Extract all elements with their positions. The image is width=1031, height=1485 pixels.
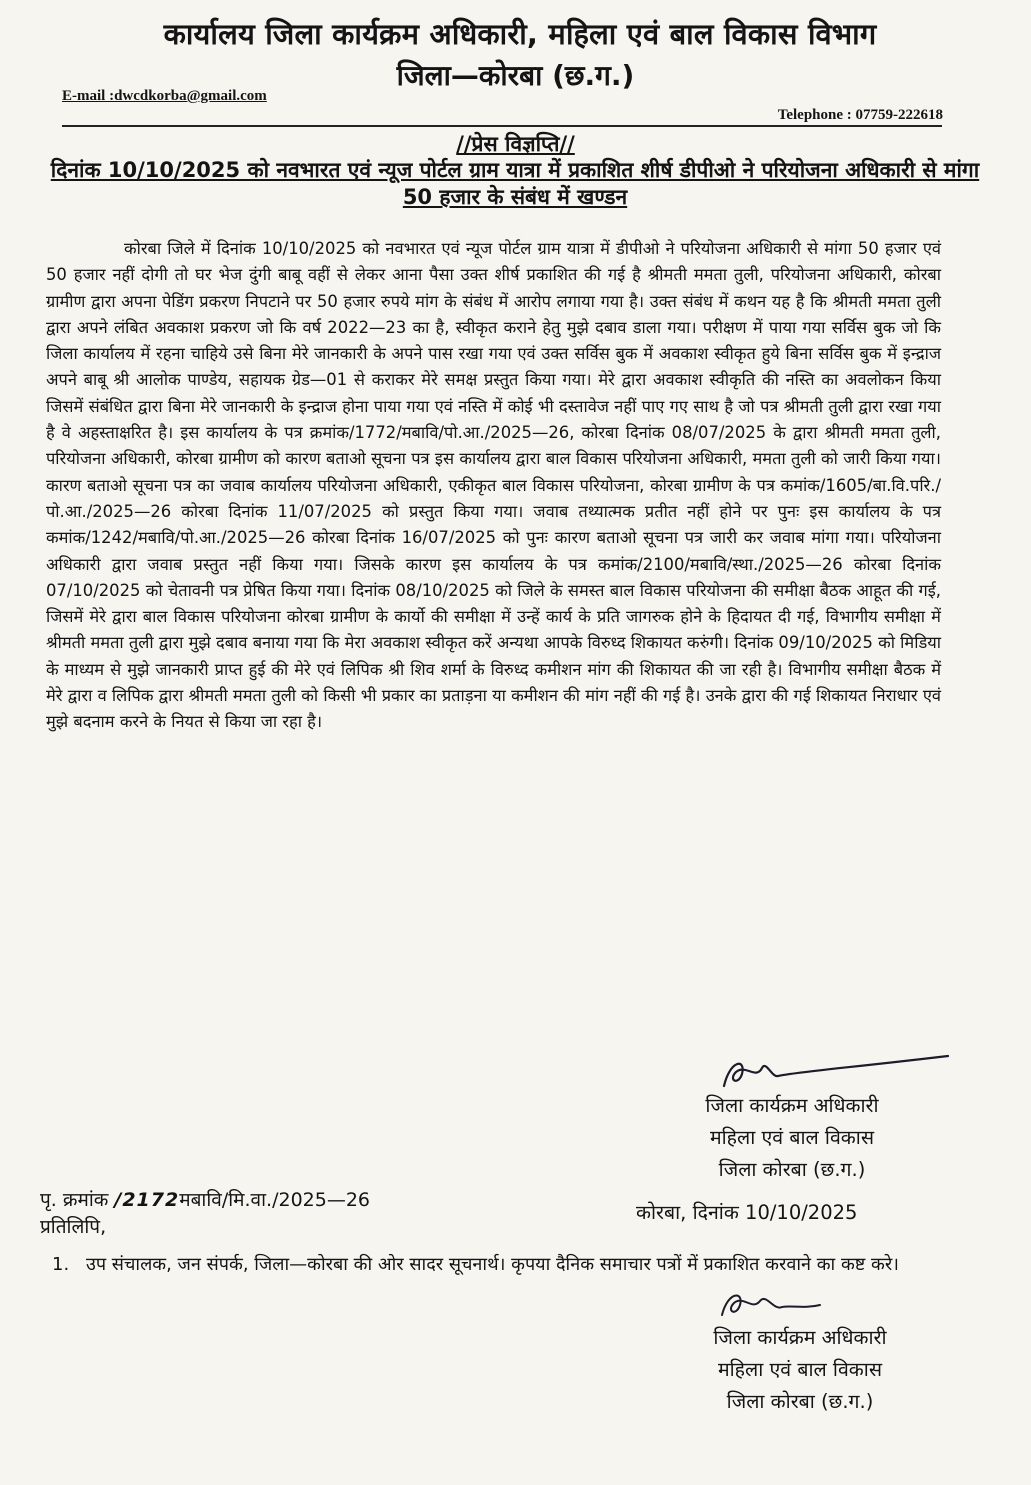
press-release-title (0, 130, 1031, 158)
reference-prefix: पृ. क्रमांक (40, 1189, 109, 1211)
office-title: कार्यालय जिला कार्यक्रम अधिकारी, महिला एवं बाल विकास विभाग (163, 17, 877, 51)
signature-block-1 (652, 1090, 932, 1186)
reference-handwritten: /2172 (114, 1189, 180, 1211)
signatory-department: महिला एवं बाल विकास (709, 1126, 875, 1149)
signature-scribble-2 (716, 1285, 826, 1325)
office-email: E-mail :dwcdkorba@gmail.com (62, 88, 267, 104)
date-line: कोरबा, दिनांक 10/10/2025 (636, 1201, 858, 1224)
header-divider (62, 125, 942, 127)
signatory-district-2: जिला कोरबा (छ.ग.) (726, 1390, 874, 1413)
reference-number (40, 1186, 370, 1212)
copy-list-item (52, 1250, 952, 1280)
signatory-designation-2: जिला कार्यक्रम अधिकारी (713, 1326, 887, 1349)
copy-item-number: 1. (52, 1254, 70, 1275)
reference-suffix: मबावि/मि.वा./2025—26 (179, 1189, 371, 1211)
signatory-district: जिला कोरबा (छ.ग.) (718, 1158, 866, 1181)
subject-heading (40, 157, 990, 211)
body-paragraph: कोरबा जिले में दिनांक 10/10/2025 को नवभारत एवं न्यूज पोर्टल ग्राम यात्रा में डीपीओ ने परियोजना अधिकारी से मांगा 50 हजार एवं 50 हजार नहीं दोगी तो घर भेज दुंगी बाबू वहीं से लेकर आना पैसा उक्त शीर्ष प्रकाशित की गई है श्रीमती ममता तुली, परियोजना अधिकारी, कोरबा ग्रामीण द्वारा अपना पेडिंग प्रकरण निपटाने पर 50 हजार रुपये मांग के संबंध में आरोप लगाया गया है। उक्त संबंध में कथन यह है कि श्रीमती ममता तुली द्वारा अपने लंबित अवकाश प्रकरण जो कि वर्ष 2022—23 का है, स्वीकृत कराने हेतु मुझे दबाव डाला गया। परीक्षण में पाया गया सर्विस बुक जो कि जिला कार्यालय में रहना चाहिये उसे बिना मेरे जानकारी के अपने पास रखा गया एवं उक्त सर्विस बुक में अवकाश स्वीकृत हुये बिना सर्विस बुक में इन्द्राज अपने बाबू श्री आलोक पाण्डेय, सहायक ग्रेड—01 से कराकर मेरे समक्ष प्रस्तुत किया गया। मेरे द्वारा अवकाश स्वीकृति की नस्ति का अवलोकन किया जिसमें संबंधित द्वारा बिना मेरे जानकारी के इन्द्राज होना पाया गया एवं नस्ति में कोई भी दस्तावेज नहीं पाए गए साथ है जो पत्र श्रीमती तुली द्वारा रखा गया है वे अहस्ताक्षरित है। इस कार्यालय के पत्र क्रमांक/1772/मबावि/पो.आ./2025—26, कोरबा दिनांक 08/07/2025 के द्वारा श्रीमती ममता तुली, परियोजना अधिकारी, कोरबा ग्रामीण को कारण बताओ सूचना पत्र इस कार्यालय द्वारा बाल विकास परियोजना अधिकारी, ममता तुली को जारी किया गया। कारण बताओ सूचना पत्र का जवाब कार्यालय परियोजना अधिकारी, एकीकृत बाल विकास परियोजना, कोरबा ग्रामीण के पत्र कमांक/1605/बा.वि.परि./पो.आ./2025—26 कोरबा दिनांक 11/07/2025 को प्रस्तुत किया गया। जवाब तथ्यात्मक प्रतीत नहीं होने पर पुनः इस कार्यालय के पत्र कमांक/1242/मबावि/पो.आ./2025—26 कोरबा दिनांक 16/07/2025 को पुनः कारण बताओ सूचना पत्र जारी कर जवाब मांगा गया। परियोजना अधिकारी द्वारा जवाब प्रस्तुत नहीं किया गया। जिसके कारण इस कार्यालय के पत्र कमांक/2100/मबावि/स्था./2025—26 कोरबा दिनांक 07/10/2025 को चेतावनी पत्र प्रेषित किया गया। दिनांक 08/10/2025 को जिले के समस्त बाल विकास परियोजना की समीक्षा बैठक आहूत की गई, जिसमें मेरे द्वारा बाल विकास परियोजना कोरबा ग्रामीण के कार्यो की समीक्षा में उन्हें कार्य के प्रति जागरुक होने के हिदायत दी गई, विभागीय समीक्षा में श्रीमती ममता तुली द्वारा मुझे दबाव बनाया गया कि मेरा अवकाश स्वीकृत करें अन्यथा आपके विरुध्द शिकायत करुंगी। दिनांक 09/10/2025 को मिडिया के माध्यम से मुझे जानकारी प्राप्त हुई की मेरे एवं लिपिक श्री शिव शर्मा के विरुध्द कमीशन मांग की शिकायत की जा रही है। विभागीय समीक्षा बैठक में मेरे द्वारा व लिपिक द्वारा श्रीमती ममता तुली को किसी भी प्रकार का प्रताड़ना या कमीशन की मांग नहीं की गई है। उनके द्वारा की गई शिकायत निराधार एवं मुझे बदनाम करने के नियत से किया जा रहा है। (46, 239, 941, 732)
signatory-designation: जिला कार्यक्रम अधिकारी (705, 1094, 879, 1117)
office-telephone: Telephone : 07759-222618 (777, 107, 943, 123)
subject-text: दिनांक 10/10/2025 को नवभारत एवं न्यूज पोर्टल ग्राम यात्रा में प्रकाशित शीर्ष डीपीओ ने परियोजना अधिकारी से मांगा 50 हजार के संबंध में खण्डन (50, 158, 980, 209)
signature-block-2 (660, 1322, 940, 1418)
copy-label: प्रतिलिपि, (40, 1216, 107, 1238)
press-release-label: //प्रेस विज्ञप्ति// (456, 132, 575, 156)
signatory-department-2: महिला एवं बाल विकास (717, 1358, 883, 1381)
office-district: जिला—कोरबा (छ.ग.) (396, 59, 635, 92)
copy-item-text: उप संचालक, जन संपर्क, जिला—कोरबा की ओर सादर सूचनार्थ। कृपया दैनिक समाचार पत्रों में प्रकाशित करवाने का कष्ट करे। (86, 1254, 900, 1275)
